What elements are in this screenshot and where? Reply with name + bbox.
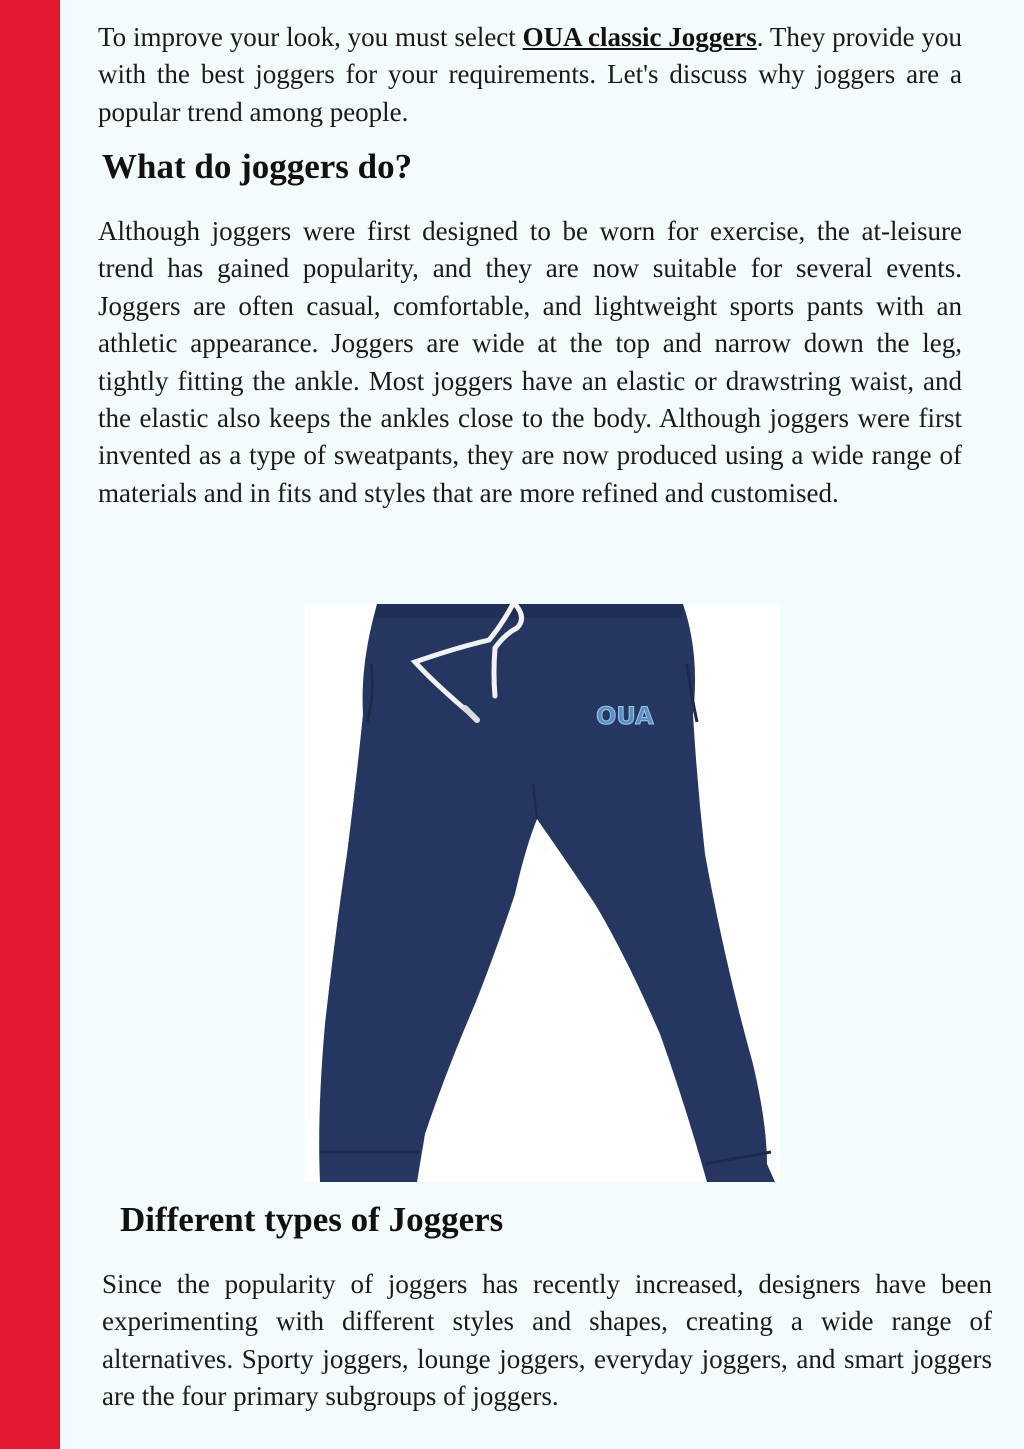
- section-heading-what-do-joggers-do: What do joggers do?: [102, 147, 413, 186]
- accent-sidebar-bar: [0, 0, 60, 1449]
- intro-text-after: . They provide you with the best joggers for your requirements. Let's discuss why joggers are a popular trend among people.: [98, 22, 962, 127]
- section-body-what-do-joggers-do: Although joggers were first designed to be worn for exercise, the at-leisure trend has gained popularity, and they are now suitable for several events. Joggers are often casual, comfortable, and lightweight sports pants with an athletic appearance. Joggers are wide at the top and narrow down the leg, tightly fitting the ankle. Most joggers have an elastic or drawstring waist, and the elastic also keeps the ankles close to the body. Although joggers were first invented as a type of sweatpants, they are now produced using a wide range of materials and in fits and styles that are more refined and customised.: [98, 216, 962, 508]
- waistband-shade: [375, 604, 683, 618]
- section-body-different-types: Since the popularity of joggers has recently increased, designers have been experimenting with different styles and shapes, creating a wide range of alternatives. Sporty joggers, lounge joggers, everyday joggers, and smart joggers are the four primary subgroups of joggers.: [102, 1269, 992, 1412]
- intro-text-before: To improve your look, you must select: [98, 22, 523, 52]
- oua-logo: OUA: [596, 702, 654, 730]
- joggers-pants-shape: [319, 604, 775, 1182]
- joggers-product-image: [305, 604, 780, 1182]
- joggers-illustration: [305, 604, 780, 1182]
- oua-classic-joggers-link[interactable]: OUA classic Joggers: [522, 22, 757, 52]
- intro-paragraph: [98, 19, 962, 131]
- section-heading-different-types: Different types of Joggers: [120, 1200, 504, 1239]
